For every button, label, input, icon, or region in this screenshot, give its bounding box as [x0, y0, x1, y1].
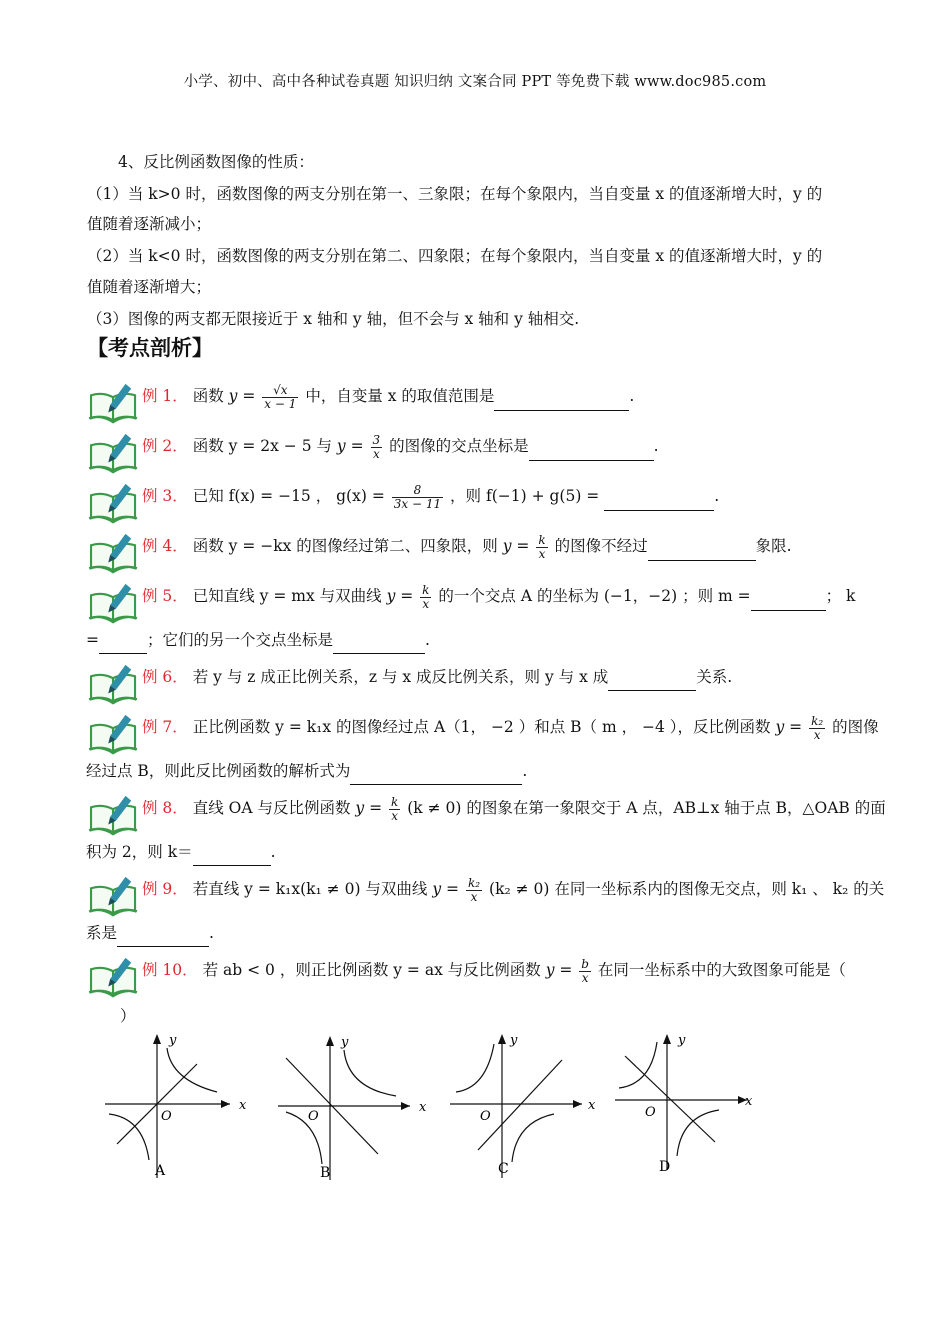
example-label: 例 4．	[142, 537, 188, 555]
line-graph	[625, 1056, 715, 1142]
numerator: k	[538, 532, 546, 547]
denominator: x	[538, 546, 546, 561]
origin-label: O	[161, 1109, 172, 1124]
x-axis-label: x	[745, 1094, 753, 1109]
y-axis-arrow	[498, 1034, 506, 1044]
denominator: x	[422, 596, 430, 611]
book-pencil-icon	[86, 530, 142, 574]
numerator: k₂	[811, 713, 824, 728]
origin-label: O	[480, 1109, 491, 1124]
graph-option-b[interactable]	[278, 1030, 438, 1180]
example-text: 积为 2，则 k＝	[86, 843, 193, 861]
example-text: ）	[120, 1007, 136, 1025]
property-2-line-2: 值随着逐渐增大；	[87, 278, 212, 296]
example-text: 的一个交点 A 的坐标为 (−1，−2) ；则 m =	[438, 587, 751, 605]
graph-option-a[interactable]	[105, 1030, 265, 1180]
hyperbola-branch	[344, 1050, 396, 1096]
fraction	[579, 958, 591, 985]
fraction	[809, 715, 825, 742]
book-pencil-icon	[86, 792, 142, 836]
fraction	[371, 434, 383, 461]
numerator: b	[581, 956, 589, 971]
answer-blank[interactable]	[494, 392, 629, 411]
book-pencil-icon	[86, 661, 142, 705]
example-label: 例 2．	[142, 437, 188, 455]
denominator: x − 1	[264, 396, 297, 411]
x-axis-label: x	[588, 1098, 596, 1113]
denominator: x	[372, 446, 380, 461]
answer-blank[interactable]	[333, 635, 425, 654]
example-text: 函数 y = −kx 的图像经过第二、四象限，则	[192, 537, 503, 555]
example-text: .	[270, 843, 276, 861]
example-label: 例 5．	[142, 587, 188, 605]
numerator: k	[422, 582, 430, 597]
example-label: 例 1．	[142, 387, 188, 405]
answer-blank[interactable]	[529, 442, 654, 461]
hyperbola-branch	[109, 1114, 149, 1160]
fraction	[262, 384, 298, 411]
fraction	[466, 877, 482, 904]
example-text: 的图像的交点坐标是	[389, 437, 529, 455]
x-axis-arrow	[573, 1100, 582, 1108]
answer-blank[interactable]	[604, 492, 714, 511]
numerator: √x	[262, 384, 298, 398]
hyperbola-branch	[456, 1044, 494, 1092]
x-axis-arrow	[221, 1100, 230, 1108]
answer-blank[interactable]	[648, 542, 756, 561]
y-axis-label: y	[169, 1033, 177, 1048]
y-axis-label: y	[678, 1033, 686, 1048]
example-text: 直线 OA 与反比例函数	[192, 799, 356, 817]
hyperbola-branch	[677, 1110, 719, 1156]
property-1-line-1: （1）当 k>0 时，函数图像的两支分别在第一、三象限；在每个象限内，当自变量 x 的值逐渐增大时，y 的	[87, 185, 823, 203]
origin-label: O	[308, 1109, 319, 1124]
example-label: 例 8．	[142, 799, 188, 817]
denominator: 3x − 11	[393, 496, 442, 511]
example-text: (k₂ ≠ 0) 在同一坐标系内的图像无交点，则 k₁ 、 k₂ 的关	[489, 880, 885, 898]
example-text: 中，自变量 x 的取值范围是	[305, 387, 495, 405]
book-pencil-icon	[86, 873, 142, 917]
y-axis-arrow	[153, 1034, 161, 1044]
example-text: 若直线 y = k₁x(k₁ ≠ 0) 与双曲线	[192, 880, 433, 898]
example-text: (k ≠ 0) 的图象在第一象限交于 A 点，AB⊥x 轴于点 B，△OAB 的面	[407, 799, 886, 817]
example-text: .	[425, 631, 430, 649]
example-text: 若 ab < 0 ，则正比例函数 y = ax 与反比例函数	[202, 961, 546, 979]
option-letter: A	[155, 1163, 166, 1179]
example-text: 经过点 B，则此反比例函数的解析式为	[86, 762, 351, 780]
book-pencil-icon	[86, 580, 142, 624]
x-axis-label: x	[239, 1098, 247, 1113]
answer-blank[interactable]	[99, 635, 147, 654]
property-3: （3）图像的两支都无限接近于 x 轴和 y 轴，但不会与 x 轴和 y 轴相交.	[87, 310, 580, 328]
example-text: 关系.	[696, 668, 733, 686]
example-label: 例 10．	[142, 961, 198, 979]
example-text: 正比例函数 y = k₁x 的图像经过点 A（1， −2 ）和点 B（ m ， −4 ），反比例函数	[192, 718, 776, 736]
example-text: ，则 f(−1) + g(5) =	[450, 487, 605, 505]
fraction	[420, 584, 431, 611]
example-text: .	[209, 924, 214, 942]
example-text: =	[86, 631, 99, 649]
example-label: 例 9．	[142, 880, 188, 898]
example-text: 已知直线 y = mx 与双曲线	[192, 587, 387, 605]
analysis-title: 【考点剖析】	[87, 335, 213, 360]
example-text: 在同一坐标系中的大致图象可能是（	[597, 961, 846, 979]
property-2-line-1: （2）当 k<0 时，函数图像的两支分别在第二、四象限；在每个象限内，当自变量 x 的值逐渐增大时，y 的	[87, 247, 823, 265]
example-label: 例 7．	[142, 718, 188, 736]
book-pencil-icon	[86, 711, 142, 755]
fraction	[392, 484, 443, 511]
example-text: .	[653, 437, 659, 455]
example-text: 象限.	[755, 537, 792, 555]
example-text: 函数 y = 2x − 5 与	[192, 437, 337, 455]
example-label: 例 6．	[142, 668, 188, 686]
section-title: 4、反比例函数图像的性质：	[118, 153, 314, 171]
example-text: .	[714, 487, 720, 505]
graph-option-c[interactable]	[450, 1030, 610, 1180]
origin-label: O	[645, 1105, 656, 1120]
answer-blank[interactable]	[193, 847, 271, 866]
option-letter: C	[498, 1161, 509, 1177]
example-text: 函数	[192, 387, 229, 405]
example-text: 若 y 与 z 成正比例关系，z 与 x 成反比例关系，则 y 与 x 成	[192, 668, 609, 686]
denominator: x	[470, 889, 478, 904]
example-text: 已知 f(x) = −15 ， g(x) =	[192, 487, 390, 505]
answer-blank[interactable]	[608, 672, 696, 691]
answer-blank[interactable]	[751, 592, 826, 611]
example-label: 例 3．	[142, 487, 188, 505]
y-axis-arrow	[663, 1034, 671, 1044]
example-text: .	[629, 387, 635, 405]
book-pencil-icon	[86, 954, 142, 998]
hyperbola-branch	[512, 1114, 554, 1162]
page-header: 小学、初中、高中各种试卷真题 知识归纳 文案合同 PPT 等免费下载 www.doc985.com	[183, 74, 767, 90]
example-text: ； k	[825, 587, 856, 605]
y-axis-label: y	[510, 1033, 518, 1048]
x-axis-label: x	[419, 1100, 427, 1115]
example-text: 的图像	[832, 718, 879, 736]
fraction	[536, 534, 547, 561]
y-axis-arrow	[326, 1036, 334, 1046]
answer-blank[interactable]	[117, 928, 209, 947]
x-axis-arrow	[401, 1102, 410, 1110]
example-text: 的图像不经过	[554, 537, 648, 555]
book-pencil-icon	[86, 480, 142, 524]
numerator: k	[391, 794, 399, 809]
y-axis-label: y	[341, 1035, 349, 1050]
numerator: 3	[372, 432, 381, 447]
denominator: x	[813, 727, 821, 742]
denominator: x	[391, 808, 399, 823]
property-1-line-2: 值随着逐渐减小；	[87, 215, 212, 233]
fraction	[389, 796, 400, 823]
option-letter: B	[320, 1165, 331, 1180]
option-letter: D	[659, 1159, 671, 1175]
hyperbola-branch	[167, 1048, 217, 1092]
denominator: x	[581, 970, 589, 985]
book-pencil-icon	[86, 380, 142, 424]
numerator: k₂	[467, 875, 481, 890]
graph-option-d[interactable]	[615, 1030, 775, 1180]
example-text: .	[522, 762, 528, 780]
numerator: 8	[392, 484, 443, 498]
book-pencil-icon	[86, 430, 142, 474]
example-text: 系是	[86, 924, 118, 942]
answer-blank[interactable]	[350, 766, 522, 785]
example-text: ；它们的另一个交点坐标是	[147, 631, 334, 649]
